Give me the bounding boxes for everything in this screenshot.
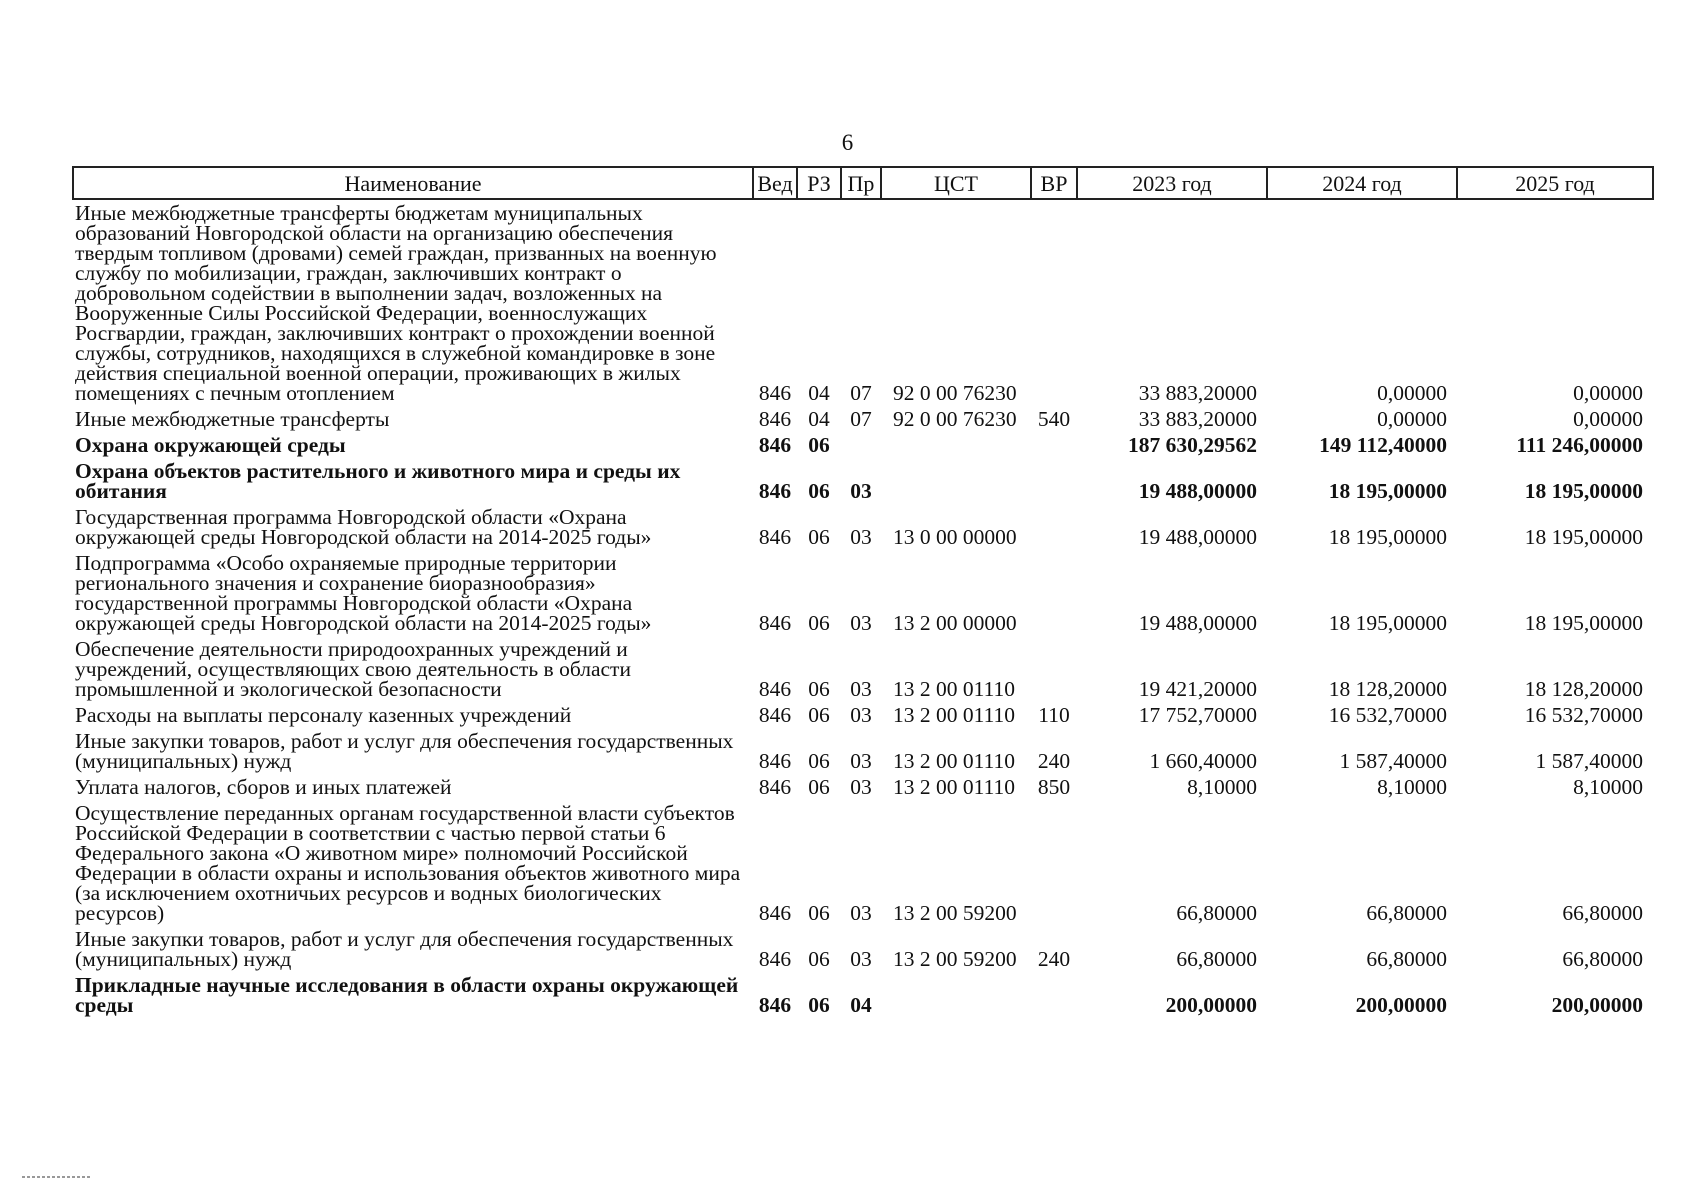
cell-y2025: 18 195,00000 — [1524, 479, 1643, 503]
cell-rz: 06 — [808, 901, 830, 925]
cell-y2024: 149 112,40000 — [1319, 433, 1447, 457]
cell-y2023: 17 752,70000 — [1138, 703, 1257, 727]
header-rz: РЗ — [797, 167, 841, 199]
cell-cst — [881, 432, 1031, 458]
cell-pr: 03 — [850, 677, 872, 701]
cell-y2024: 1 587,40000 — [1339, 749, 1447, 773]
cell-vr: 850 — [1037, 775, 1071, 799]
header-pr: Пр — [841, 167, 881, 199]
cell-y2023: 33 883,20000 — [1138, 381, 1257, 405]
cell-ved: 846 — [758, 901, 792, 925]
cell-pr: 03 — [850, 749, 872, 773]
cell-y2023: 19 421,20000 — [1138, 677, 1257, 701]
cell-vr — [1031, 432, 1077, 458]
cell-cst: 92 0 00 76230 — [893, 381, 1017, 405]
cell-rz: 06 — [808, 947, 830, 971]
cell-ved: 846 — [758, 749, 792, 773]
cell-y2025: 111 246,00000 — [1516, 433, 1643, 457]
cell-ved: 846 — [758, 479, 792, 503]
header-2023: 2023 год — [1077, 167, 1267, 199]
cell-pr: 07 — [850, 407, 872, 431]
cell-y2023: 19 488,00000 — [1138, 525, 1257, 549]
cell-rz: 06 — [808, 611, 830, 635]
header-vr: ВР — [1031, 167, 1077, 199]
cell-ved: 846 — [758, 433, 792, 457]
header-ved: Вед — [753, 167, 797, 199]
cell-pr: 07 — [850, 381, 872, 405]
cell-y2025: 8,10000 — [1573, 775, 1643, 799]
table-row — [73, 636, 1653, 702]
cell-vr — [1031, 636, 1077, 702]
cell-cst: 13 0 00 00000 — [893, 525, 1017, 549]
cell-ved: 846 — [758, 525, 792, 549]
cell-y2025: 0,00000 — [1573, 407, 1643, 431]
cell-name: Уплата налогов, сборов и иных платежей — [75, 775, 452, 799]
cell-ved: 846 — [758, 381, 792, 405]
cell-y2024: 8,10000 — [1377, 775, 1447, 799]
table-row — [73, 458, 1653, 504]
cell-y2024: 18 195,00000 — [1328, 611, 1447, 635]
cell-pr: 03 — [850, 947, 872, 971]
cell-ved: 846 — [758, 993, 792, 1017]
table-body — [73, 199, 1653, 1018]
cell-name: Государственная программа Новгородской области «Охрана окружающей среды Новгородской области на 2014-2025 годы» — [75, 505, 652, 549]
cell-ved: 846 — [758, 703, 792, 727]
cell-pr: 03 — [850, 611, 872, 635]
cell-y2023: 187 630,29562 — [1128, 433, 1257, 457]
cell-y2024: 66,80000 — [1366, 947, 1447, 971]
cell-cst: 13 2 00 59200 — [893, 947, 1017, 971]
cell-rz: 06 — [808, 749, 830, 773]
cell-y2025: 1 587,40000 — [1535, 749, 1643, 773]
cell-name: Охрана объектов растительного и животного мира и среды их обитания — [75, 459, 681, 503]
cell-cst: 13 2 00 01110 — [893, 677, 1016, 701]
table-row — [73, 199, 1653, 406]
cell-vr — [1031, 800, 1077, 926]
cell-name: Иные закупки товаров, работ и услуг для обеспечения государственных (муниципальных) нужд — [75, 729, 734, 773]
header-cst: ЦСТ — [881, 167, 1031, 199]
cell-vr: 540 — [1037, 407, 1071, 431]
cell-ved: 846 — [758, 677, 792, 701]
table-row — [73, 774, 1653, 800]
cell-y2023: 19 488,00000 — [1138, 479, 1257, 503]
table-row — [73, 926, 1653, 972]
cell-y2025: 66,80000 — [1562, 947, 1643, 971]
cell-pr: 03 — [850, 775, 872, 799]
budget-table — [72, 166, 1654, 1018]
cell-cst: 13 2 00 01110 — [893, 749, 1016, 773]
header-2024: 2024 год — [1267, 167, 1457, 199]
cell-y2025: 200,00000 — [1551, 993, 1643, 1017]
cell-name: Осуществление переданных органам государственной власти субъектов Российской Федерации в соответствии с частью первой статьи 6 Федерального закона «О животном мире» полномочий Российской Федерации в области охраны и использования объектов животного мира (за исключением охотничьих ресурсов и водных биологических ресурсов) — [75, 801, 741, 925]
table-row — [73, 972, 1653, 1018]
cell-y2023: 66,80000 — [1176, 947, 1257, 971]
cell-rz: 06 — [808, 433, 830, 457]
header-2025: 2025 год — [1457, 167, 1653, 199]
cell-vr — [1031, 972, 1077, 1018]
cell-name: Иные межбюджетные трансферты — [75, 407, 390, 431]
cell-cst: 13 2 00 00000 — [893, 611, 1017, 635]
cell-y2023: 1 660,40000 — [1149, 749, 1257, 773]
cell-name: Прикладные научные исследования в области охраны окружающей среды — [75, 973, 739, 1017]
cell-y2025: 18 195,00000 — [1524, 525, 1643, 549]
cell-y2025: 0,00000 — [1573, 381, 1643, 405]
cell-ved: 846 — [758, 775, 792, 799]
cell-name: Охрана окружающей среды — [75, 433, 346, 457]
cell-rz: 06 — [808, 775, 830, 799]
cell-vr — [1031, 550, 1077, 636]
cell-y2023: 33 883,20000 — [1138, 407, 1257, 431]
cell-y2024: 0,00000 — [1377, 381, 1447, 405]
cell-rz: 06 — [808, 479, 830, 503]
table-row — [73, 432, 1653, 458]
cell-name: Иные закупки товаров, работ и услуг для обеспечения государственных (муниципальных) нужд — [75, 927, 734, 971]
cell-ved: 846 — [758, 947, 792, 971]
cell-vr — [1031, 504, 1077, 550]
cell-y2023: 200,00000 — [1165, 993, 1257, 1017]
cell-name: Подпрограмма «Особо охраняемые природные территории регионального значения и сохранение биоразнообразия» государственной программы Новгородской области «Охрана окружающей среды Новгородской области на 2014-2025 годы» — [75, 551, 652, 635]
cell-cst: 13 2 00 01110 — [893, 703, 1016, 727]
cell-ved: 846 — [758, 611, 792, 635]
cell-name: Иные межбюджетные трансферты бюджетам муниципальных образований Новгородской области на организацию обеспечения твердым топливом (дровами) семей граждан, призванных на военную службу по мобилизации, граждан, заключивших контракт о добровольном содействии в выполнении задач, возложенных на Вооруженные Силы Российской Федерации, военнослужащих Росгвардии, граждан, заключивших контракт о прохождении военной службы, сотрудников, находящихся в служебной командировке в зоне действия специальной военной операции, проживающих в жилых помещениях с печным отоплением — [75, 201, 717, 405]
cell-pr — [841, 432, 881, 458]
cell-y2024: 0,00000 — [1377, 407, 1447, 431]
cell-vr: 240 — [1037, 947, 1071, 971]
cell-rz: 04 — [808, 407, 830, 431]
cell-vr — [1031, 199, 1077, 406]
table-row — [73, 800, 1653, 926]
cell-y2025: 18 128,20000 — [1524, 677, 1643, 701]
cell-rz: 06 — [808, 703, 830, 727]
cell-vr — [1031, 458, 1077, 504]
scan-artifact — [22, 1176, 92, 1178]
cell-pr: 03 — [850, 479, 872, 503]
cell-pr: 03 — [850, 525, 872, 549]
cell-cst — [881, 972, 1031, 1018]
header-name: Наименование — [73, 167, 753, 199]
cell-y2024: 18 128,20000 — [1328, 677, 1447, 701]
cell-pr: 03 — [850, 901, 872, 925]
cell-cst: 92 0 00 76230 — [893, 407, 1017, 431]
table-header-row — [73, 167, 1653, 199]
cell-name: Обеспечение деятельности природоохранных учреждений и учреждений, осуществляющих свою деятельность в области промышленной и экологической безопасности — [75, 637, 631, 701]
table-row — [73, 728, 1653, 774]
cell-rz: 06 — [808, 993, 830, 1017]
table-row — [73, 504, 1653, 550]
cell-rz: 06 — [808, 677, 830, 701]
cell-vr: 240 — [1037, 749, 1071, 773]
cell-y2024: 18 195,00000 — [1328, 479, 1447, 503]
cell-cst: 13 2 00 59200 — [893, 901, 1017, 925]
table-row — [73, 702, 1653, 728]
cell-y2025: 18 195,00000 — [1524, 611, 1643, 635]
cell-pr: 03 — [850, 703, 872, 727]
cell-pr: 04 — [850, 993, 872, 1017]
cell-y2023: 19 488,00000 — [1138, 611, 1257, 635]
page-number: 6 — [841, 130, 854, 155]
cell-cst — [881, 458, 1031, 504]
table-row — [73, 406, 1653, 432]
cell-y2023: 66,80000 — [1176, 901, 1257, 925]
cell-y2024: 16 532,70000 — [1328, 703, 1447, 727]
cell-y2024: 200,00000 — [1355, 993, 1447, 1017]
cell-ved: 846 — [758, 407, 792, 431]
cell-rz: 04 — [808, 381, 830, 405]
cell-y2023: 8,10000 — [1187, 775, 1257, 799]
cell-cst: 13 2 00 01110 — [893, 775, 1016, 799]
cell-rz: 06 — [808, 525, 830, 549]
cell-vr: 110 — [1038, 703, 1070, 727]
cell-y2025: 16 532,70000 — [1524, 703, 1643, 727]
cell-y2024: 66,80000 — [1366, 901, 1447, 925]
cell-name: Расходы на выплаты персоналу казенных учреждений — [75, 703, 572, 727]
cell-y2024: 18 195,00000 — [1328, 525, 1447, 549]
cell-y2025: 66,80000 — [1562, 901, 1643, 925]
table-row — [73, 550, 1653, 636]
